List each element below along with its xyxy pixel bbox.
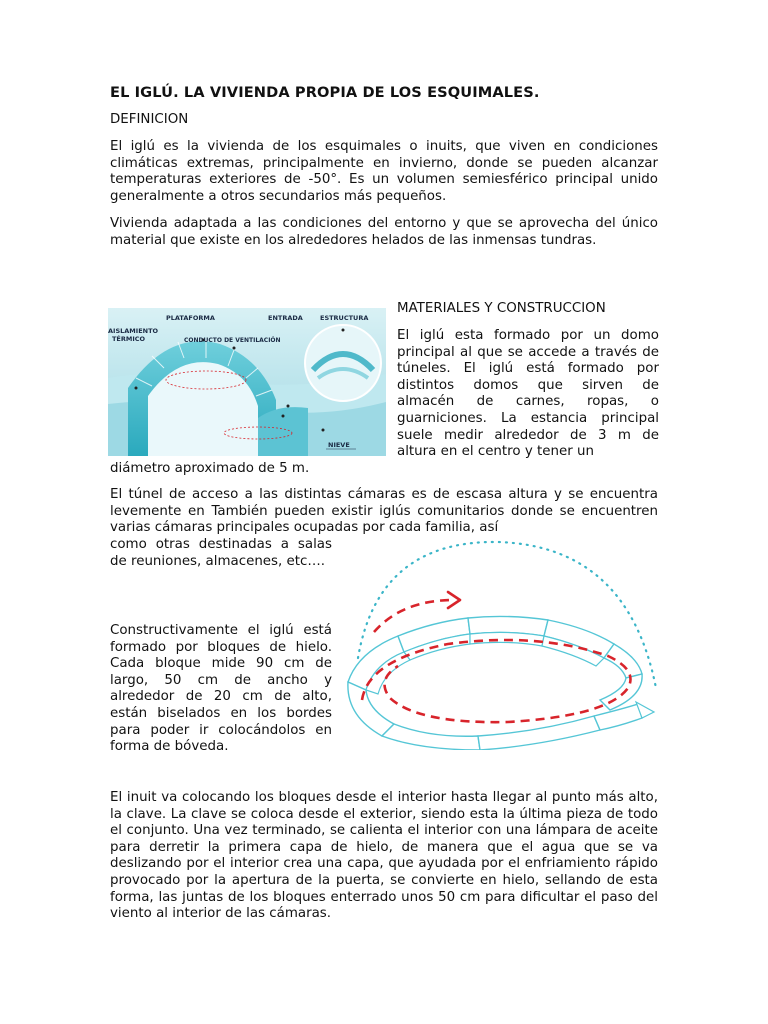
paragraph-materiales: El iglú esta formado por un domo principal al que se accede a través de túneles. El iglú está formado por distintos domos que sirven de almacén de carnes, ropas, o guarniciones. La estancia principal suele medir alrededor de 3 m de altura en el centro y tener un [397,328,659,460]
section-heading-materiales: MATERIALES Y CONSTRUCCION [397,301,606,316]
dome-dotted-arc [358,542,656,688]
label-entrada: ENTRADA [268,314,303,322]
paragraph-final: El inuit va colocando los bloques desde el interior hasta llegar al punto más alto, la clave. La clave se coloca desde el exterior, siendo esta la última pieza de todo el conjunto. Una vez terminado, se calienta el interior con una lámpara de aceite para derretir la primera capa de hielo, de manera que el agua que se va deslizando por el interior crea una capa, que ayudada por el enfriamiento rápido provocado por la apertura de la puerta, se convierte en hielo, sellando de esta forma, las juntas de los bloques enterrado unos 50 cm para dificultar el paso del viento al interior de las cámaras. [110,790,658,922]
spiral-construction-diagram [338,540,662,750]
igloo-section-diagram [108,308,386,456]
paragraph-materiales-tail: diámetro aproximado de 5 m. [110,461,310,476]
label-estructura: ESTRUCTURA [320,314,369,322]
paragraph-definition-2: Vivienda adaptada a las condiciones del entorno y que se aprovecha del único material que existe en los alrededores helados de las inmensas tundras. [110,216,658,248]
label-conducto: CONDUCTO DE VENTILACIÓN [184,337,281,344]
paragraph-tunnel-continued: como otras destinadas a salas de reuniones, almacenes, etc…. [110,537,332,569]
label-aislamiento: AISLAMIENTO [108,327,159,335]
label-termico: TÉRMICO [112,335,146,343]
label-nieve: NIEVE [328,441,350,449]
tunnel-section [258,407,308,456]
paragraph-definition-1: El iglú es la vivienda de los esquimales o inuits, que viven en condiciones climáticas extremas, principalmente en invierno, donde se pueden alcanzar temperaturas exteriores de -50°. Es un volumen semiesférico principal unido generalmente a otros secundarios más pequeños. [110,139,658,204]
paragraph-tunnel: El túnel de acceso a las distintas cámaras es de escasa altura y se encuentra levemente en También pueden existir iglús comunitarios donde se encuentren varias cámaras principales ocupadas por cada familia, así [110,487,658,536]
document-title: EL IGLÚ. LA VIVIENDA PROPIA DE LOS ESQUIMALES. [110,84,540,101]
label-plataforma: PLATAFORMA [166,314,215,322]
section-heading-definicion: DEFINICION [110,112,189,127]
paragraph-blocks: Constructivamente el iglú está formado por bloques de hielo. Cada bloque mide 90 cm de largo, 50 cm de ancho y alrededor de 20 cm de alto, están biselados en los bordes para poder ir colocándolos en forma de bóveda. [110,623,332,755]
spiral-arrow-head [448,592,460,608]
